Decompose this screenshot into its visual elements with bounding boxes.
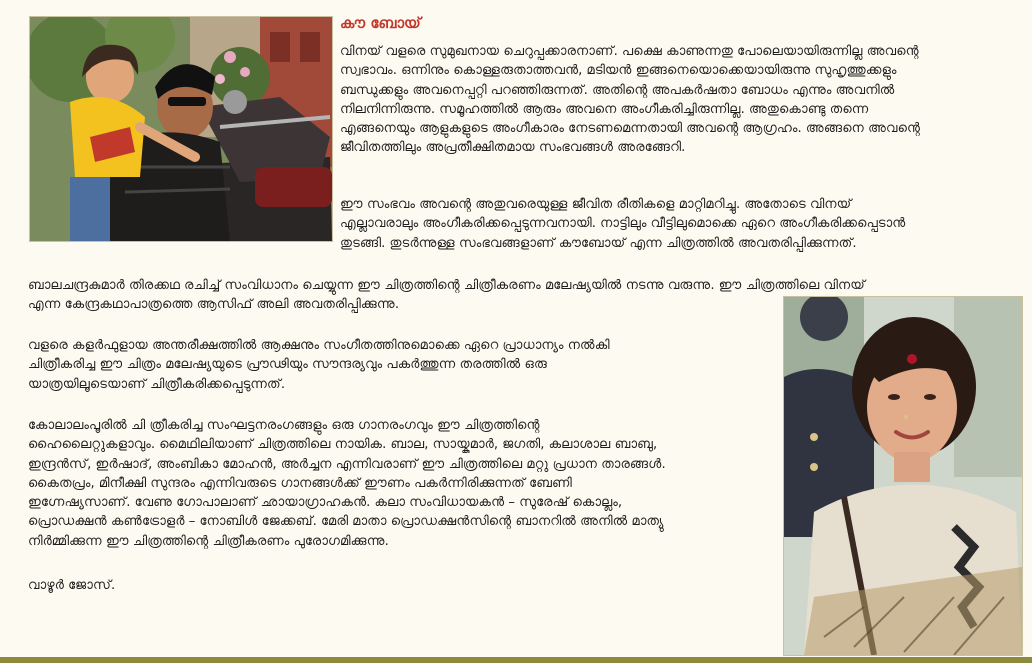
paragraph-story-intro: [340, 42, 920, 158]
paragraph-story-turn: [340, 195, 905, 253]
text-line: എന്ന കേന്ദ്രകഥാപാത്രത്തെ ആസിഫ് അലി അവതരിപ്പിക്കുന്നു.: [28, 297, 400, 313]
text-line: എല്ലാവരാലും അംഗീകരിക്കപ്പെടുന്നവനായി. നാട്ടിലും വീട്ടിലുമൊക്കെ ഏറെ അംഗീകരിക്കപ്പെടാൻ: [340, 216, 906, 232]
byline-text: വാഴൂർ ജോസ്.: [28, 578, 116, 593]
movie-still-photo: [29, 16, 333, 242]
text-line: വിനയ് വളരെ സുമുഖനായ ചെറുപ്പക്കാരനാണ്. പക്ഷെ കാണുന്നതു പോലെയായിരുന്നില്ല അവന്റെ: [340, 44, 919, 59]
paragraph-direction: [28, 276, 865, 315]
author-byline: [28, 576, 115, 595]
text-line: നിലനിന്നിരുന്നു. സമൂഹത്തിൽ ആരും അവനെ അംഗീകരിച്ചിരുന്നില്ല. അതുകൊണ്ടു തന്നെ: [340, 101, 869, 117]
text-line: ഹൈലൈറ്റുകളാവും. മൈഥിലിയാണ് ചിത്രത്തിലെ നായിക. ബാല, സായ്കുമാർ, ജഗതി, കലാശാല ബാബു,: [28, 437, 658, 453]
text-line: ബന്ധുക്കളും അവനെപ്പറ്റി പറഞ്ഞിരുന്നത്. അതിന്റെ അപകർഷതാ ബോധം എന്നും അവനിൽ: [340, 82, 895, 98]
text-line: ചിത്രീകരിച്ച ഈ ചിത്രം മലേഷ്യയുടെ പ്രൗഢിയും സൗന്ദര്യവും പകർത്തുന്ന തരത്തിൽ ഒരു: [28, 357, 547, 373]
text-line: കൈതപ്രം, മിനീക്ഷി സുന്ദരം എന്നിവരുടെ ഗാനങ്ങൾക്ക് ഈണം പകർന്നിരിക്കുന്നത് ബേണി: [28, 475, 572, 491]
text-line: വളരെ കളർഫുളായ അന്തരീക്ഷത്തിൽ ആക്ഷനും സംഗീതത്തിനുമൊക്കെ ഏറെ പ്രാധാന്യം നൽകി: [28, 338, 610, 353]
text-line: ഇന്ദ്രൻസ്, ഇർഷാദ്, അംബികാ മോഹൻ, അർച്ചന എന്നിവരാണ് ഈ ചിത്രത്തിലെ മറ്റു പ്രധാന താരങ്ങൾ.: [28, 456, 666, 472]
text-line: ഈ സംഭവം അവന്റെ അതുവരെയുള്ള ജീവിത രീതികളെ മാറ്റിമറിച്ചു. അതോടെ വിനയ്: [340, 197, 852, 212]
text-line: കോലാലംപൂരിൽ ചി ത്രീകരിച്ച സംഘട്ടനരംഗങ്ങളും ഒരു ഗാനരംഗവും ഈ ചിത്രത്തിന്റെ: [28, 418, 540, 433]
actress-photo: [783, 296, 1023, 656]
text-line: യാത്രയിലൂടെയാണ് ചിത്രീകരിക്കപ്പെടുന്നത്.: [28, 376, 286, 392]
text-line: ബാലചന്ദ്രകുമാർ തിരക്കഥ രചിച്ച് സംവിധാനം ചെയ്യുന്ന ഈ ചിത്രത്തിന്റെ ചിത്രീകരണം മലേഷ്യയിൽ നടന്നു വരുന്നു. ഈ ചിത്രത്തിലെ വിനയ്: [28, 278, 865, 293]
bottom-border-bar: [0, 657, 1032, 663]
text-line: തുടങ്ങി. തുടർന്നുള്ള സംഭവങ്ങളാണ് കൗബോയ് എന്ന ചിത്രത്തിൽ അവതരിപ്പിക്കുന്നത്.: [340, 235, 857, 251]
article-title: കൗ ബോയ്: [340, 14, 421, 32]
text-line: പ്രൊഡക്ഷൻ കൺട്രോളർ – നോബിൾ ജേക്കബ്. മേരി മാതാ പ്രൊഡക്ഷൻസിന്റെ ബാനറിൽ അനിൽ മാത്യു: [28, 514, 664, 530]
text-line: നിർമ്മിക്കുന്ന ഈ ചിത്രത്തിന്റെ ചിത്രീകരണം പുരോഗമിക്കുന്നു.: [28, 533, 389, 549]
text-line: എങ്ങനെയും ആളുകളുടെ അംഗീകാരം നേടണമെന്നതായി അവന്റെ ആഗ്രഹം. അങ്ങനെ അവന്റെ: [340, 121, 921, 137]
paragraph-filming: [28, 336, 610, 394]
text-line: സ്വഭാവം. ഒന്നിനും കൊള്ളരുതാത്തവൻ, മടിയൻ ഇങ്ങനെയൊക്കെയായിരുന്നു സുഹൃത്തുക്കളും: [340, 63, 897, 79]
text-line: ജീവിതത്തിലും അപ്രതീക്ഷിതമായ സംഭവങ്ങൾ അരങ്ങേറി.: [340, 140, 686, 156]
paragraph-cast-crew: [28, 416, 666, 551]
text-line: ഇഗ്നേഷ്യസാണ്. വേണു ഗോപാലാണ് ഛായാഗ്രാഹകൻ. കലാ സംവിധായകൻ – സുരേഷ് കൊല്ലം,: [28, 495, 623, 511]
